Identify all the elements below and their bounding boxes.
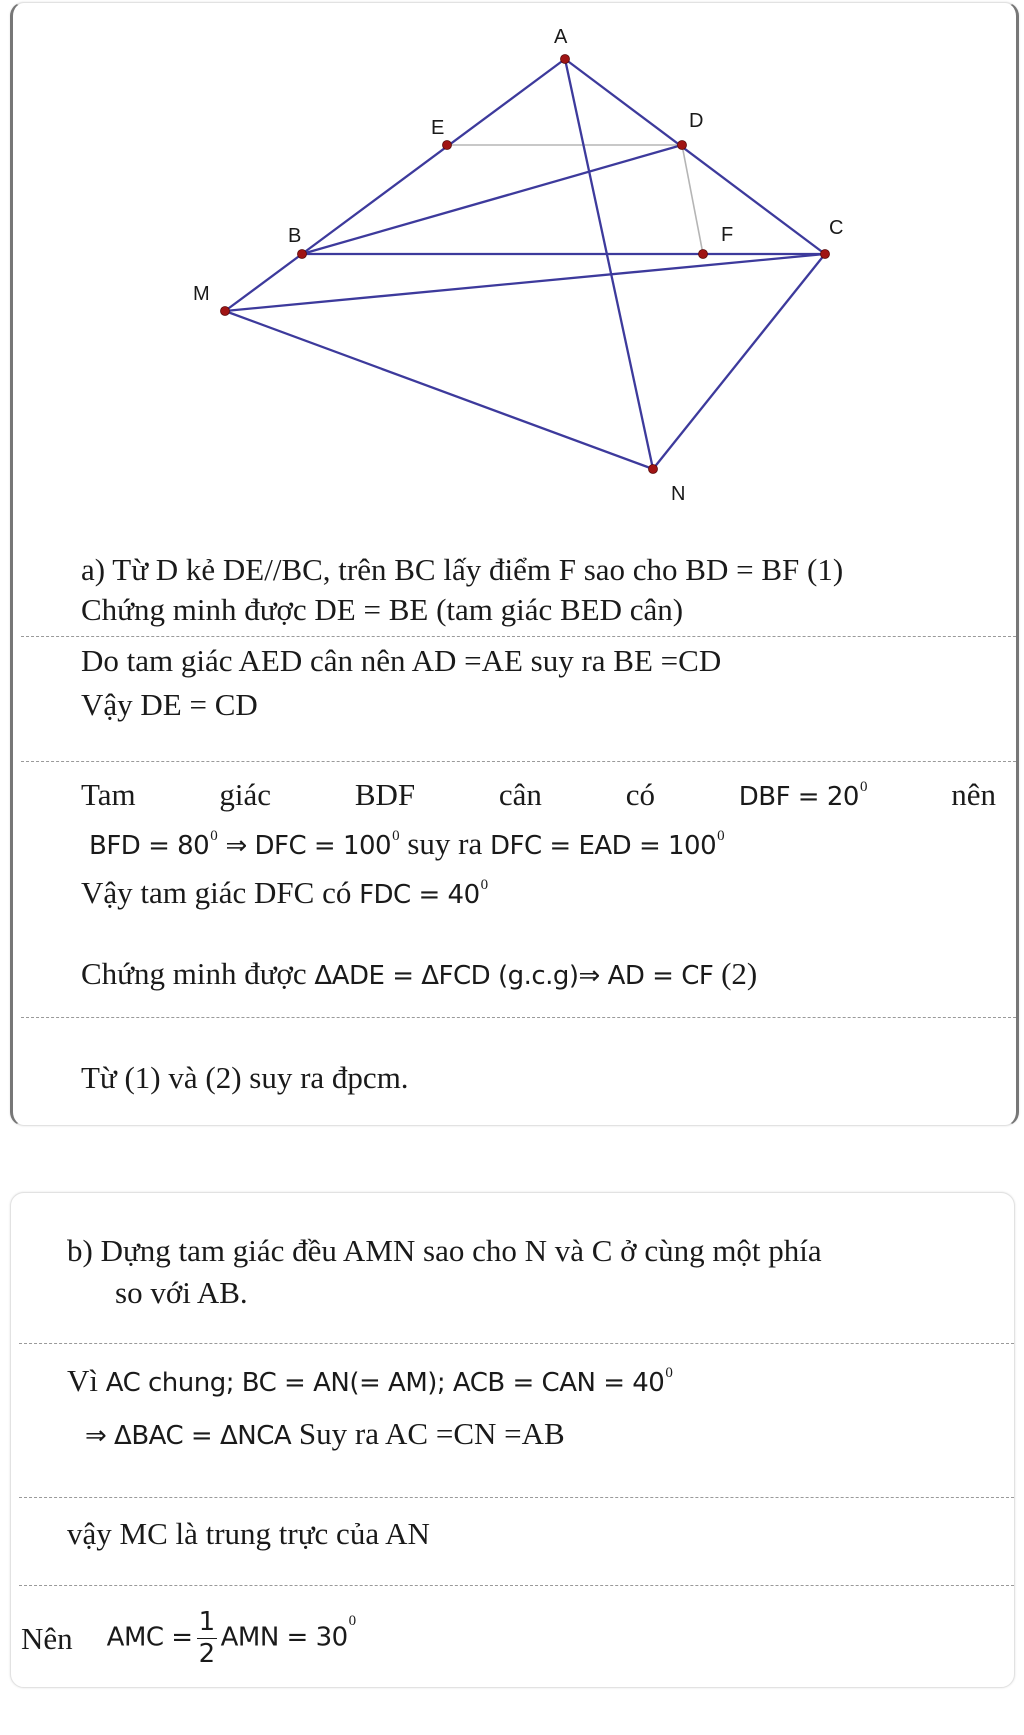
angle-BFD: BFD = 80 [89,831,210,861]
geometry-figure [13,3,1013,543]
part-a-line-6: BFD = $80^0$ ⇒ DFC = $100^0$ suy ra DFC = EAD = $100^0$ [89,826,725,861]
part-b-line-2: so với AB. [115,1275,248,1310]
word: nên [951,777,996,812]
label-M: M [193,283,210,305]
part-b-line-4: ⇒ ΔBAC = ΔNCA Suy ra AC =CN =AB [85,1416,565,1451]
angle-DBF: DBF = $20^0$ [738,779,868,812]
part-b-line-5: vậy MC là trung trực của AN [67,1516,430,1551]
label-A: A [554,26,568,48]
point-C [821,250,830,259]
label-B: B [288,225,302,247]
congruence-statement: ⇒ ΔBAC = ΔNCA [85,1421,292,1451]
separator [21,636,1016,637]
part-a-line-2: Chứng minh được DE = BE (tam giác BED cân) [81,592,684,627]
segment-AC [565,59,825,254]
part-a-line-5 [81,779,996,810]
point-M [221,307,230,316]
label-D: D [689,110,704,132]
part-a-line-7: Vậy tam giác DFC có FDC = $40^0$ [81,875,489,910]
label-C: C [829,217,844,239]
part-a-line-3: Do tam giác AED cân nên AD =AE suy ra BE =CD [81,643,722,678]
angle-FDC: FDC = 40 [359,880,480,910]
point-F [699,250,708,259]
segment-MN [225,311,653,469]
segment-AN [565,59,653,469]
word: Tam [81,777,136,812]
solution-part-a-card [10,2,1019,1126]
point-D [678,141,687,150]
angle-AMN: AMN = 30 [220,1622,348,1653]
part-b-line-3: Vì AC chung; BC = AN(= AM); ACB = CAN = $40^0$ [67,1363,673,1398]
connector-text: suy ra [399,826,491,861]
segment-CN [653,254,825,469]
segment-MB [225,254,302,311]
separator [19,1343,1014,1344]
equalities: AC chung; BC = AN(= AM); ACB = CAN = 40 [105,1368,665,1398]
part-b-line-6: Nên AMC = $\frac{1}{2}$ AMN = $30^0$ [21,1607,357,1669]
separator [21,761,1016,762]
part-b-line-1: b) Dựng tam giác đều AMN sao cho N và C ở cùng một phía [67,1233,822,1268]
word: BDF [354,777,416,812]
angle-AMC: AMC = [106,1622,193,1653]
separator [19,1497,1014,1498]
part-a-line-8: Chứng minh được ΔADE = ΔFCD (g.c.g)⇒ AD = CF (2) [81,956,758,991]
segment-AB [302,59,565,254]
part-a-line-4: Vậy DE = CD [81,687,258,722]
word: có [625,777,655,812]
part-a-conclusion: Từ (1) và (2) suy ra đpcm. [81,1060,409,1095]
fraction-one-half: $\frac{1}{2}$ [198,1607,215,1669]
segment-BD [302,145,682,254]
angle-equality: DFC = EAD = 100 [490,831,717,861]
segment-MC [225,254,825,311]
word: cân [498,777,542,812]
congruence-statement: ΔADE = ΔFCD (g.c.g)⇒ AD = CF [314,961,714,991]
separator [19,1585,1014,1586]
point-E [443,141,452,150]
point-B [298,250,307,259]
word: giác [219,777,272,812]
label-E: E [431,117,445,139]
label-N: N [671,483,686,505]
point-N [649,465,658,474]
point-A [561,55,570,64]
separator [21,1017,1016,1018]
label-F: F [721,224,734,246]
part-a-line-1: a) Từ D kẻ DE//BC, trên BC lấy điểm F sao cho BD = BF (1) [81,552,844,587]
angle-DFC: ⇒ DFC = 100 [217,831,392,861]
solution-part-b-card [10,1192,1015,1688]
